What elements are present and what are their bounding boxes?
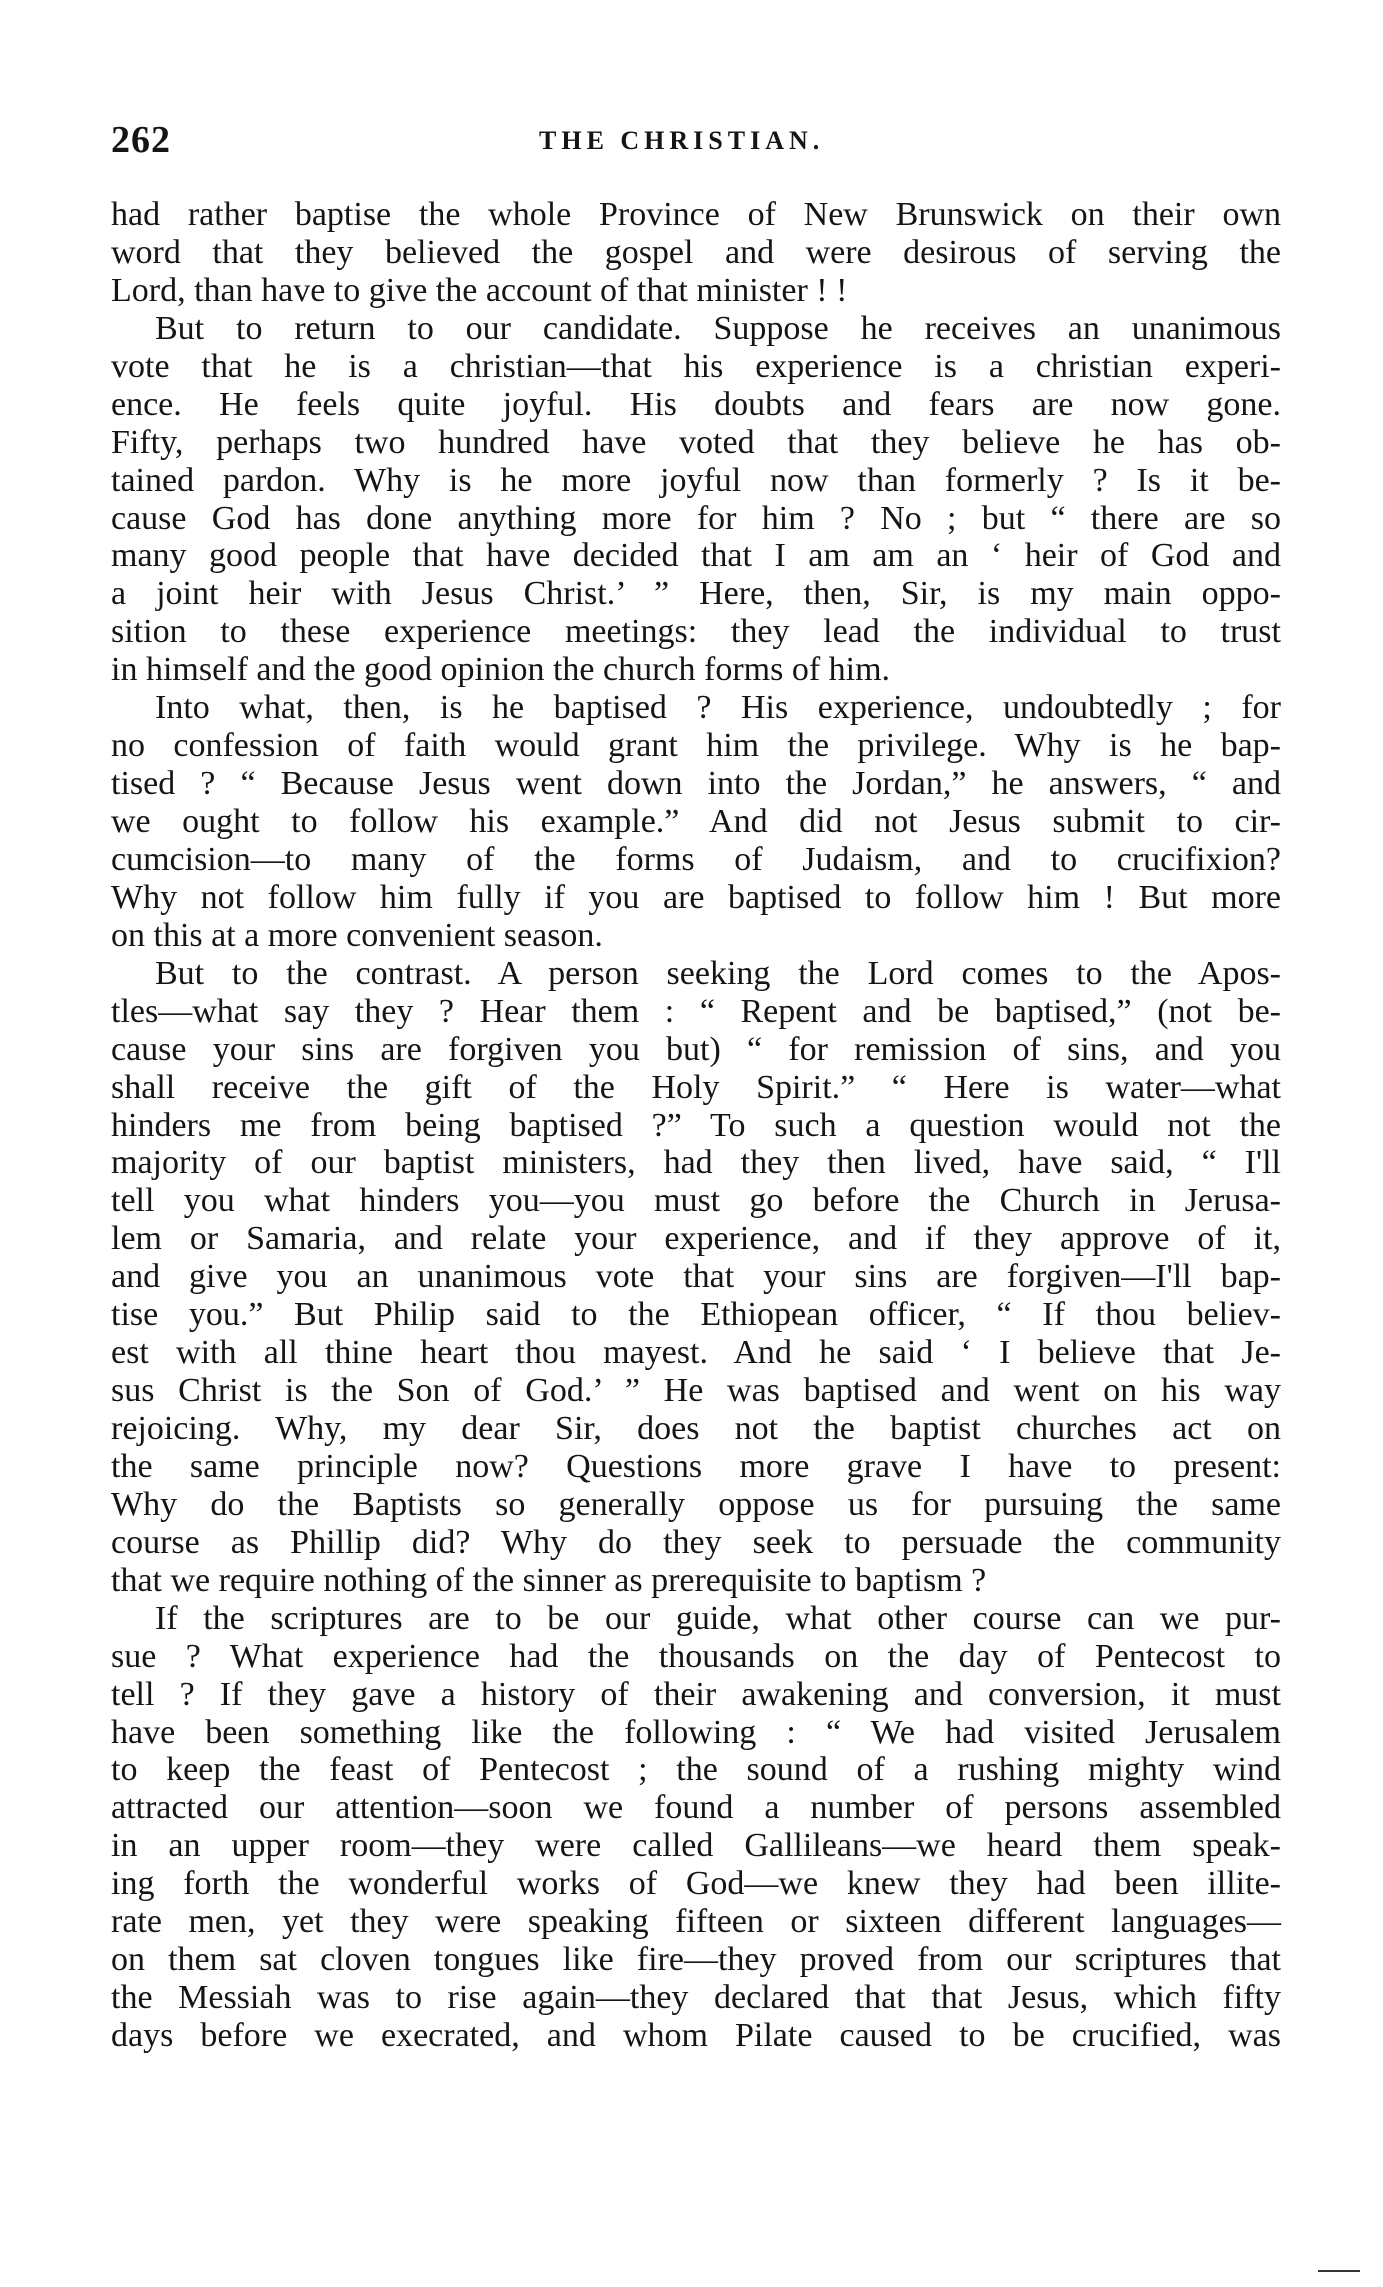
text-line: no confession of faith would grant him the privilege. Why is he bap- xyxy=(111,727,1281,765)
text-line: Into what, then, is he baptised ? His experience, undoubtedly ; for xyxy=(155,689,1281,727)
text-line: cause your sins are forgiven you but) “ for remission of sins, and you xyxy=(111,1030,1281,1068)
text-line: lem or Samaria, and relate your experience, and if they approve of it, xyxy=(111,1220,1281,1258)
text-line: hinders me from being baptised ?” To such a question would not the xyxy=(111,1106,1281,1144)
text-line: sue ? What experience had the thousands on the day of Pentecost to xyxy=(111,1637,1281,1675)
text-line: on this at a more convenient season. xyxy=(111,916,603,954)
text-line: cause God has done anything more for him ? No ; but “ there are so xyxy=(111,499,1281,537)
text-line: If the scriptures are to be our guide, what other course can we pur- xyxy=(155,1599,1281,1637)
text-line: Lord, than have to give the account of that minister ! ! xyxy=(111,271,848,309)
text-line: we ought to follow his example.” And did not Jesus submit to cir- xyxy=(111,803,1281,840)
text-line: tell you what hinders you—you must go before the Church in Jerusa- xyxy=(111,1182,1281,1220)
body-text xyxy=(111,196,1281,2055)
text-line: a joint heir with Jesus Christ.’ ” Here, then, Sir, is my main oppo- xyxy=(111,575,1281,613)
text-line: that we require nothing of the sinner as prerequisite to baptism ? xyxy=(111,1561,987,1599)
text-line: days before we execrated, and whom Pilate caused to be crucified, was xyxy=(111,2017,1281,2054)
text-line: But to return to our candidate. Suppose he receives an unanimous xyxy=(155,309,1281,347)
page-header xyxy=(111,118,1281,168)
text-line: rejoicing. Why, my dear Sir, does not the baptist churches act on xyxy=(111,1410,1281,1447)
page-number: 262 xyxy=(111,119,171,161)
text-line: cumcision—to many of the forms of Judaism, and to crucifixion? xyxy=(111,840,1281,878)
text-line: est with all thine heart thou mayest. And he said ‘ I believe that Je- xyxy=(111,1334,1281,1372)
text-line: and give you an unanimous vote that your sins are forgiven—I'll bap- xyxy=(111,1258,1281,1296)
running-head: THE CHRISTIAN. xyxy=(539,126,825,155)
text-line: attracted our attention—soon we found a number of persons assembled xyxy=(111,1789,1281,1827)
text-line: course as Phillip did? Why do they seek to persuade the community xyxy=(111,1523,1281,1561)
text-line: vote that he is a christian—that his experience is a christian experi- xyxy=(111,347,1281,385)
text-line: shall receive the gift of the Holy Spirit.” “ Here is water—what xyxy=(111,1068,1281,1106)
text-line: tise you.” But Philip said to the Ethiopean officer, “ If thou believ- xyxy=(111,1296,1281,1334)
text-line: word that they believed the gospel and were desirous of serving the xyxy=(111,233,1281,271)
corner-rule xyxy=(1318,2270,1360,2272)
text-line: sus Christ is the Son of God.’ ” He was baptised and went on his way xyxy=(111,1372,1281,1410)
text-line: sition to these experience meetings: they lead the individual to trust xyxy=(111,613,1281,651)
text-line: to keep the feast of Pentecost ; the sound of a rushing mighty wind xyxy=(111,1751,1281,1789)
text-line: ing forth the wonderful works of God—we knew they had been illite- xyxy=(111,1865,1281,1903)
text-line: the Messiah was to rise again—they declared that that Jesus, which fifty xyxy=(111,1979,1281,2017)
text-line: tell ? If they gave a history of their awakening and conversion, it must xyxy=(111,1675,1281,1713)
text-line: Why not follow him fully if you are baptised to follow him ! But more xyxy=(111,878,1281,916)
text-line: But to the contrast. A person seeking the Lord comes to the Apos- xyxy=(155,954,1281,992)
text-line: the same principle now? Questions more grave I have to present: xyxy=(111,1447,1281,1485)
text-line: Fifty, perhaps two hundred have voted that they believe he has ob- xyxy=(111,423,1281,461)
text-line: tained pardon. Why is he more joyful now than formerly ? Is it be- xyxy=(111,461,1281,499)
text-line: majority of our baptist ministers, had they then lived, have said, “ I'll xyxy=(111,1144,1281,1182)
text-line: on them sat cloven tongues like fire—they proved from our scriptures that xyxy=(111,1941,1281,1979)
text-line: had rather baptise the whole Province of New Brunswick on their own xyxy=(111,196,1281,233)
text-line: many good people that have decided that I am am an ‘ heir of God and xyxy=(111,537,1281,575)
text-line: tles—what say they ? Hear them : “ Repent and be baptised,” (not be- xyxy=(111,992,1281,1030)
text-line: in an upper room—they were called Gallileans—we heard them speak- xyxy=(111,1827,1281,1865)
text-line: Why do the Baptists so generally oppose us for pursuing the same xyxy=(111,1485,1281,1523)
text-line: in himself and the good opinion the church forms of him. xyxy=(111,651,891,689)
text-line: rate men, yet they were speaking fifteen or sixteen different languages— xyxy=(111,1903,1281,1941)
text-line: tised ? “ Because Jesus went down into the Jordan,” he answers, “ and xyxy=(111,765,1281,803)
text-line: ence. He feels quite joyful. His doubts and fears are now gone. xyxy=(111,385,1281,423)
text-line: have been something like the following : “ We had visited Jerusalem xyxy=(111,1713,1281,1751)
